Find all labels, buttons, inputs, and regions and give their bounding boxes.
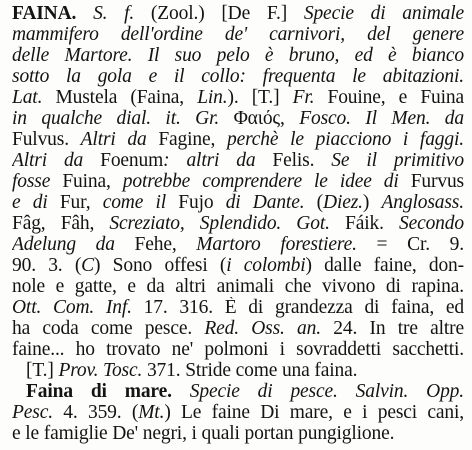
italic-text: Screziato, Splendido. Got. (109, 213, 330, 234)
italic-text: di Dante. (225, 192, 305, 213)
italic-text: Mt. (138, 402, 165, 423)
text-segment: Fáik. (329, 213, 399, 234)
text-segment: ) dalle faine, don- (305, 255, 464, 276)
text-segment: Felis. (255, 150, 332, 171)
italic-text: Altri da (80, 129, 147, 150)
italic-text: in qualche dial. it. Gr. (12, 108, 220, 129)
italic-text: delle Martore. Il suo pelo è bruno, ed è bianco (12, 45, 464, 66)
headword: FAINA. (12, 3, 77, 24)
entry-line (12, 108, 464, 130)
text-segment: Fuina, (50, 171, 123, 192)
text-segment: e le famiglie De' negri, i quali portan pungiglione. (12, 423, 395, 444)
text-segment: ). [T.] (227, 87, 293, 108)
text-segment: Fulvus. (12, 129, 81, 150)
text-segment: Fur, (47, 192, 103, 213)
text-segment: 4. 359. ( (52, 402, 139, 423)
italic-text: Anglosass. (381, 192, 464, 213)
italic-text: C (81, 255, 95, 276)
entry-line (12, 276, 464, 298)
italic-text: sotto la gola e il collo: frequenta le abitazioni. (12, 66, 464, 87)
italic-text: Fosco. Il Men. da (299, 108, 464, 129)
entry-line (12, 255, 464, 277)
entry-line (12, 129, 464, 151)
italic-text: Pesc. (12, 402, 53, 423)
italic-text: Specie di pesce. Salvin. Opp. (189, 381, 464, 402)
text-segment: ha coda come pesce. (12, 318, 205, 339)
italic-text: Se il primitivo (331, 150, 464, 171)
text-segment (76, 3, 93, 24)
text-segment: Fujo (166, 192, 226, 213)
text-segment: Fehe, (114, 234, 197, 255)
italic-text: Adelung da (12, 234, 115, 255)
entry-line (12, 318, 464, 340)
entry-line (12, 297, 464, 319)
italic-text: potrebbe comprendere le idee di (122, 171, 399, 192)
text-segment: [T.] (26, 360, 59, 381)
text-segment: ) Sono offesi ( (94, 255, 227, 276)
italic-text: S. f. (93, 3, 135, 24)
text-segment: Fagine, (146, 129, 227, 150)
entry-line (12, 213, 464, 235)
italic-text: come il (102, 192, 167, 213)
entry-line (12, 423, 464, 445)
headword: Faina di mare. (26, 381, 172, 402)
text-segment: ) (362, 192, 382, 213)
text-segment: 90. 3. ( (12, 255, 82, 276)
entry-line (12, 24, 464, 46)
italic-text: Lin. (197, 87, 228, 108)
text-segment: 24. In tre altre (320, 318, 464, 339)
text-segment: Φαιός, (219, 108, 300, 129)
text-segment: Fouine, e Fuina (314, 87, 464, 108)
entry-line (12, 192, 464, 214)
italic-text: Prov. Tosc. (58, 360, 143, 381)
text-segment: ) Le faine Di mare, e i pesci cani, (164, 402, 464, 423)
italic-text: Lat. (12, 87, 43, 108)
italic-text: Fr. (292, 87, 315, 108)
text-segment: faine... ho trovato ne' polmoni i sovraddetti sacchetti. (12, 339, 464, 360)
text-segment: Mustela (Faina, (42, 87, 198, 108)
entry-line (12, 171, 464, 193)
entry-line (12, 66, 464, 88)
italic-text: Altri da (12, 150, 84, 171)
italic-text: Secondo (398, 213, 464, 234)
entry-line (12, 3, 464, 25)
text-segment: (Zool.) [De F.] (134, 3, 304, 24)
text-segment: nole e gatte, e da altri animali che vivono di rapina. (12, 276, 464, 297)
text-segment: Fâg, Fâh, (12, 213, 110, 234)
italic-text: fosse (12, 171, 51, 192)
italic-text: Red. Oss. an. (204, 318, 321, 339)
entry-line (12, 234, 464, 256)
entry-line (12, 360, 464, 382)
italic-text: Diez. (323, 192, 363, 213)
entry-line (12, 381, 464, 403)
italic-text: : altri da (163, 150, 256, 171)
text-segment: 371. Stride come una faina. (142, 360, 358, 381)
italic-text: Specie di animale (303, 3, 464, 24)
text-segment: = Cr. 9. (356, 234, 464, 255)
text-segment: 17. 316. È di grandezza di faina, ed (131, 297, 464, 318)
entry-line (12, 339, 464, 361)
text-segment (172, 381, 190, 402)
text-segment: Furvus (398, 171, 464, 192)
entry-line (12, 45, 464, 67)
text-segment: Foenum (83, 150, 164, 171)
italic-text: perchè le piacciono i faggi. (226, 129, 464, 150)
entry-line (12, 87, 464, 109)
italic-text: e di (12, 192, 48, 213)
italic-text: mammifero dell'ordine de' carnivori, del genere (12, 24, 464, 45)
entry-line (12, 150, 464, 172)
italic-text: Martoro forestiere. (196, 234, 357, 255)
italic-text: i colombi (226, 255, 306, 276)
entry-line (12, 402, 464, 424)
italic-text: Ott. Com. Inf. (12, 297, 132, 318)
text-segment: ( (304, 192, 324, 213)
